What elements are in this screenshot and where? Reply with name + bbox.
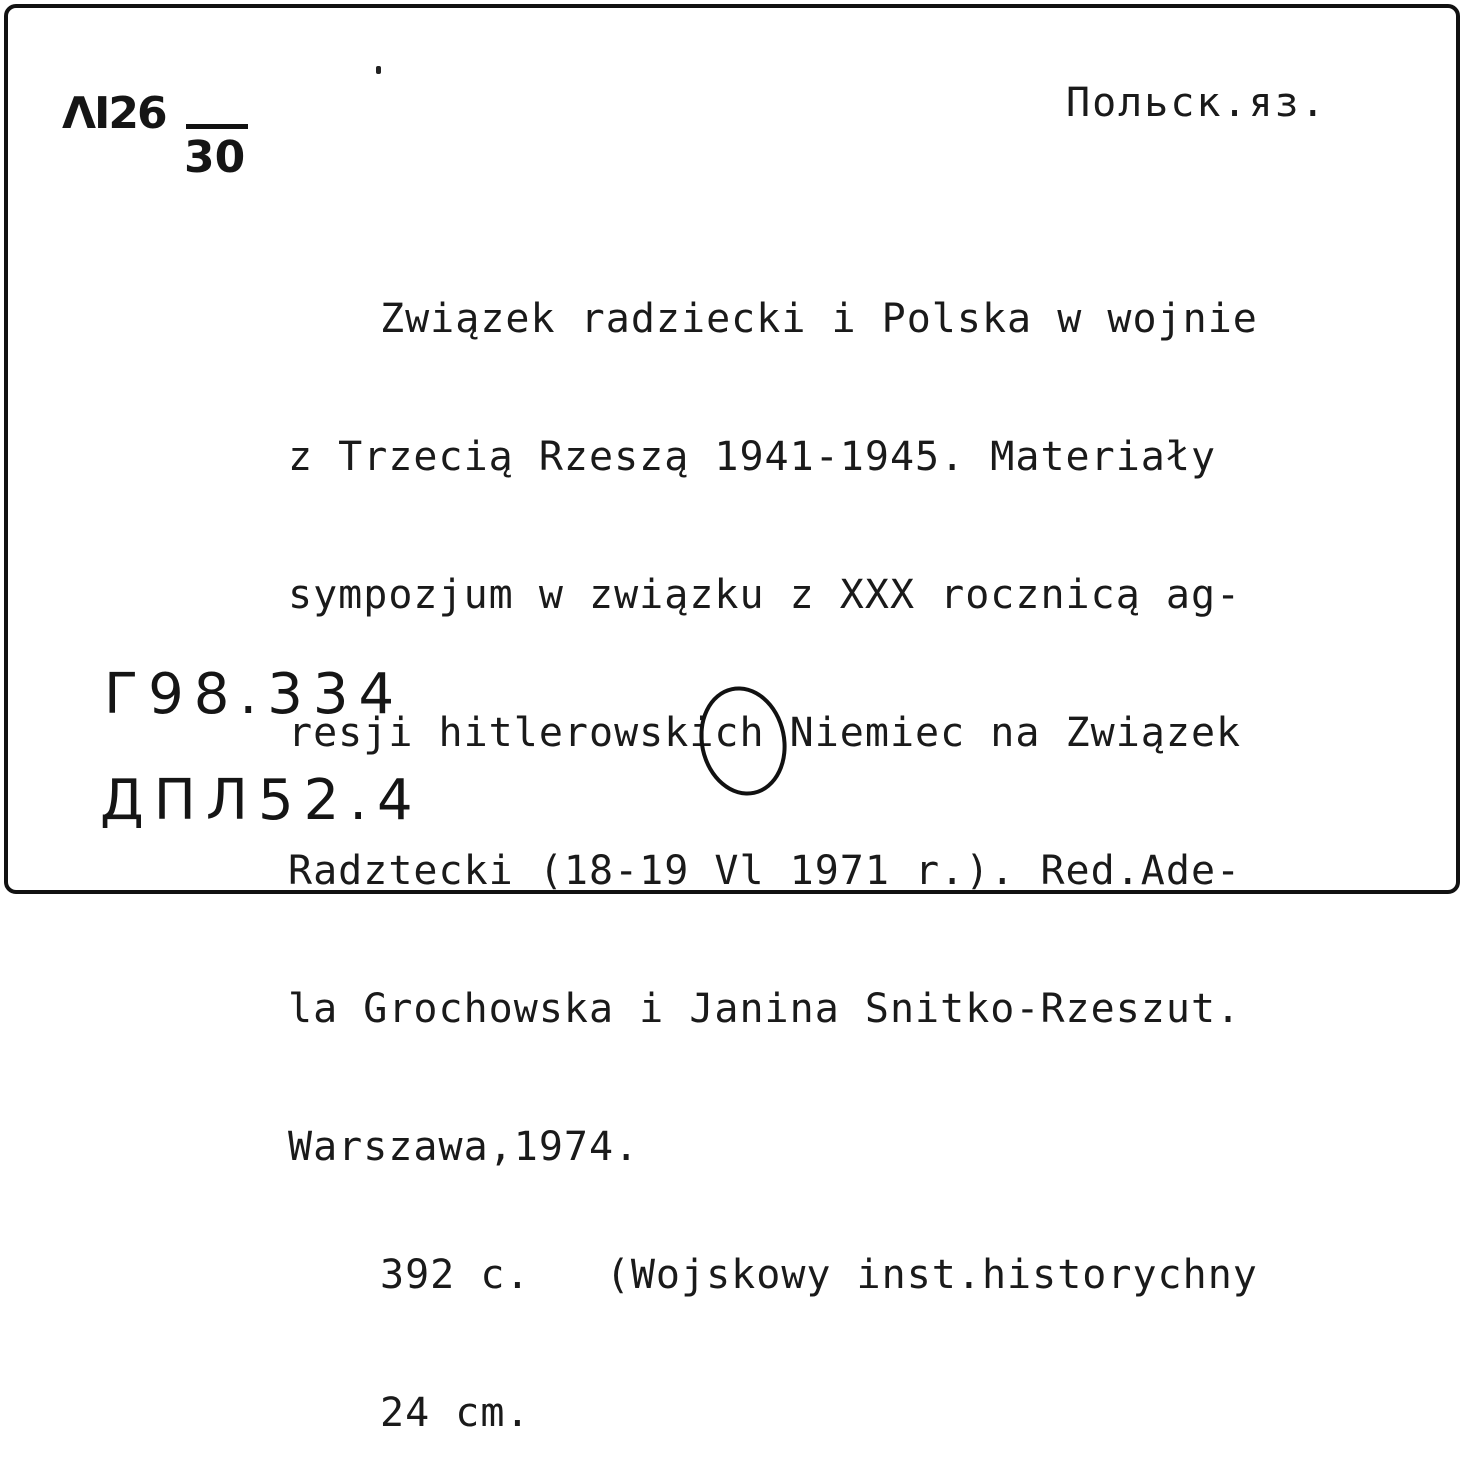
entry-line: Związek radziecki i Polska w wojnie — [380, 296, 1258, 342]
language-label: Польск.яз. — [1066, 80, 1327, 126]
entry-line: sympozjum w związku z XXX rocznicą ag- — [288, 572, 1242, 618]
shelf-denominator: 30 — [184, 132, 246, 183]
entry-line: la Grochowska i Janina Snitko-Rzeszut. — [288, 986, 1242, 1032]
bibliographic-entry — [288, 204, 1438, 1482]
entry-line: Warszawa,1974. — [288, 1124, 640, 1170]
entry-line: 24 cm. — [380, 1390, 531, 1436]
call-number: Г98.334 — [104, 662, 405, 727]
entry-line: z Trzecią Rzeszą 1941-1945. Materiały — [288, 434, 1217, 480]
call-number: ДПЛ52.4 — [100, 768, 423, 833]
fraction-bar — [186, 124, 248, 129]
shelf-number: ΛI26 — [62, 88, 166, 139]
entry-line: 392 c. (Wojskowy inst.historychny — [380, 1252, 1258, 1298]
entry-line: resji hitlerowskich Niemiec na Związek — [288, 710, 1242, 756]
entry-line: Radztecki (18-19 Vl 1971 r.). Red.Ade- — [288, 848, 1242, 894]
ink-speck — [376, 66, 381, 74]
